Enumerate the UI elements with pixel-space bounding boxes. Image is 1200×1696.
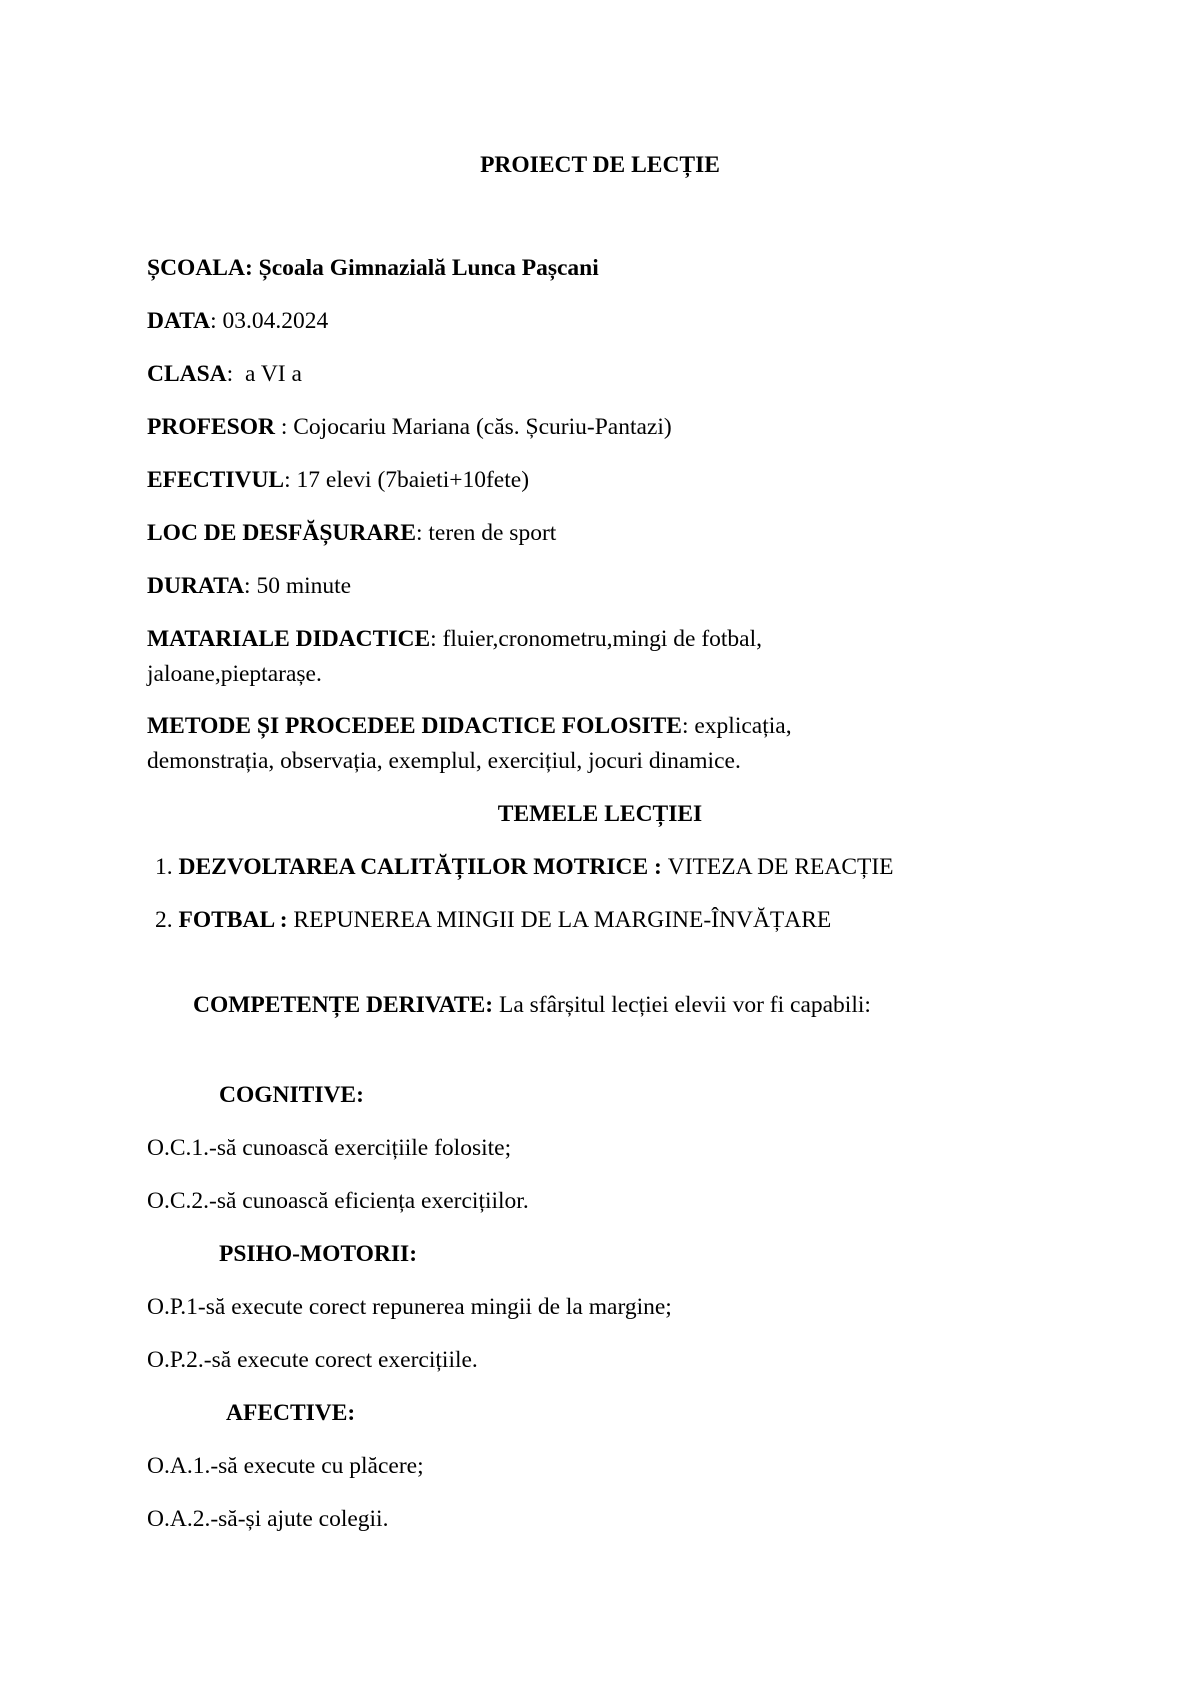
materiale-label: MATARIALE DIDACTICE	[147, 626, 431, 652]
afective-heading: AFECTIVE:	[226, 1400, 356, 1426]
loc-value: teren de sport	[428, 520, 557, 546]
scoala-field: ȘCOALA: Școala Gimnazială Lunca Pașcani	[147, 255, 599, 281]
durata-field: DURATA: 50 minute	[147, 573, 352, 599]
profesor-value: Cojocariu Mariana (căs. Șcuriu-Pantazi)	[293, 414, 672, 440]
objective-item: O.A.2.-să-și ajute colegii.	[147, 1506, 389, 1532]
objective-item: O.C.1.-să cunoască exercițiile folosite;	[147, 1135, 512, 1161]
durata-label: DURATA	[147, 573, 245, 599]
tema-value: REPUNEREA MINGII DE LA MARGINE-ÎNVĂȚARE	[293, 907, 832, 933]
efectivul-label: EFECTIVUL	[147, 467, 285, 493]
efectivul-field: EFECTIVUL: 17 elevi (7baieti+10fete)	[147, 467, 530, 493]
metode-value-line1: explicația,	[694, 713, 792, 739]
clasa-value: a VI a	[244, 361, 302, 387]
tema-number: 1.	[155, 854, 173, 880]
psihomotorii-heading: PSIHO-MOTORII:	[219, 1241, 418, 1267]
tema-item-1: 1. DEZVOLTAREA CALITĂȚILOR MOTRICE : VITEZA DE REACȚIE	[155, 854, 894, 880]
durata-value: 50 minute	[256, 573, 352, 599]
tema-label: FOTBAL	[178, 907, 274, 933]
objective-item: O.A.1.-să execute cu plăcere;	[147, 1453, 424, 1479]
data-value: 03.04.2024	[222, 308, 329, 334]
cognitive-heading: COGNITIVE:	[219, 1082, 364, 1108]
temele-heading: TEMELE LECȚIEI	[497, 801, 703, 827]
competente-line	[193, 990, 871, 1020]
metode-field: METODE ȘI PROCEDEE DIDACTICE FOLOSITE: explicația,	[147, 713, 792, 739]
scoala-label: ȘCOALA	[147, 255, 245, 281]
objective-item: O.P.2.-să execute corect exercițiile.	[147, 1347, 478, 1373]
materiale-value-line1: fluier,cronometru,mingi de fotbal,	[442, 626, 763, 652]
profesor-field: PROFESOR : Cojocariu Mariana (căs. Șcuriu-Pantazi)	[147, 414, 672, 440]
materiale-field: MATARIALE DIDACTICE: fluier,cronometru,mingi de fotbal,	[147, 626, 763, 652]
materiale-value-line2: jaloane,pieptarașe.	[147, 661, 322, 687]
document-title: PROIECT DE LECȚIE	[480, 152, 720, 178]
scoala-value: Școala Gimnazială Lunca Pașcani	[258, 255, 599, 281]
metode-label: METODE ȘI PROCEDEE DIDACTICE FOLOSITE	[147, 713, 682, 739]
data-label: DATA	[147, 308, 211, 334]
loc-field: LOC DE DESFĂȘURARE: teren de sport	[147, 520, 557, 546]
data-field: DATA: 03.04.2024	[147, 308, 329, 334]
clasa-label: CLASA	[147, 361, 227, 387]
competente-label: COMPETENȚE DERIVATE:	[193, 992, 494, 1018]
tema-label: DEZVOLTAREA CALITĂȚILOR MOTRICE	[178, 854, 649, 880]
objective-item: O.C.2.-să cunoască eficiența exercițiilor.	[147, 1188, 529, 1214]
objective-item: O.P.1-să execute corect repunerea mingii de la margine;	[147, 1294, 672, 1320]
metode-value-line2: demonstrația, observația, exemplul, exercițiul, jocuri dinamice.	[147, 748, 741, 774]
profesor-label: PROFESOR	[147, 414, 275, 440]
efectivul-value: 17 elevi (7baieti+10fete)	[296, 467, 530, 493]
competente-value: La sfârșitul lecției elevii vor fi capabili:	[498, 992, 871, 1018]
tema-value: VITEZA DE REACȚIE	[667, 854, 894, 880]
tema-item-2: 2. FOTBAL : REPUNEREA MINGII DE LA MARGINE-ÎNVĂȚARE	[155, 907, 832, 933]
loc-label: LOC DE DESFĂȘURARE	[147, 520, 416, 546]
tema-number: 2.	[155, 907, 173, 933]
clasa-field: CLASA: a VI a	[147, 361, 302, 387]
